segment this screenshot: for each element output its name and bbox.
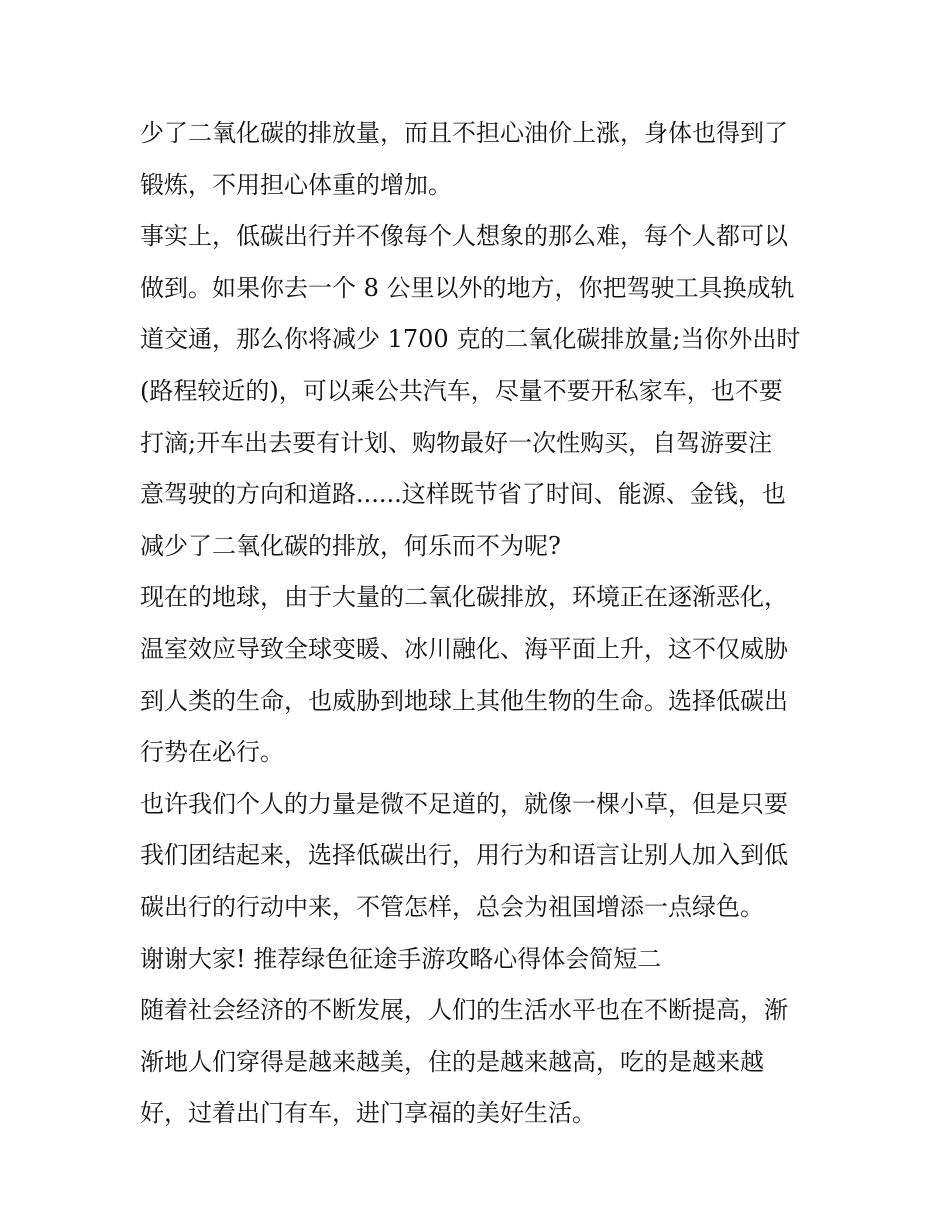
text-line: 减少了二氧化碳的排放，何乐而不为呢?: [140, 531, 561, 560]
text-line: 道交通，那么你将减少 1700 克的二氧化碳排放量;当你外出时: [140, 325, 801, 354]
text-line: 到人类的生命，也威胁到地球上其他生物的生命。选择低碳出: [140, 686, 788, 715]
text-line: 意驾驶的方向和道路......这样既节省了时间、能源、金钱，也: [140, 480, 786, 509]
text-line: (路程较近的)，可以乘公共汽车，尽量不要开私家车，也不要: [140, 376, 783, 405]
text-line: 现在的地球，由于大量的二氧化碳排放，环境正在逐渐恶化，: [140, 583, 788, 612]
text-line: 打滴;开车出去要有计划、购物最好一次性购买，自驾游要注: [140, 428, 773, 457]
body-text: [140, 108, 820, 1140]
text-line: 行势在必行。: [140, 738, 284, 767]
text-line: 温室效应导致全球变暖、冰川融化、海平面上升，这不仅威胁: [140, 634, 788, 663]
section-heading: 谢谢大家! 推荐绿色征途手游攻略心得体会简短二: [140, 944, 662, 973]
text-line: 事实上，低碳出行并不像每个人想象的那么难，每个人都可以: [140, 222, 788, 251]
text-line: 我们团结起来，选择低碳出行，用行为和语言让别人加入到低: [140, 841, 788, 870]
text-line: 随着社会经济的不断发展，人们的生活水平也在不断提高，渐: [140, 996, 788, 1025]
text-line: 渐地人们穿得是越来越美，住的是越来越高，吃的是越来越: [140, 1047, 764, 1076]
text-line: 少了二氧化碳的排放量，而且不担心油价上涨，身体也得到了: [140, 119, 788, 147]
text-line: 做到。如果你去一个 8 公里以外的地方，你把驾驶工具换成轨: [140, 273, 795, 302]
text-line: 碳出行的行动中来，不管怎样，总会为祖国增添一点绿色。: [140, 892, 764, 921]
text-line: 也许我们个人的力量是微不足道的，就像一棵小草，但是只要: [140, 789, 788, 818]
text-line: 锻炼，不用担心体重的增加。: [140, 170, 452, 199]
text-line: 好，过着出门有车，进门享福的美好生活。: [140, 1099, 596, 1128]
